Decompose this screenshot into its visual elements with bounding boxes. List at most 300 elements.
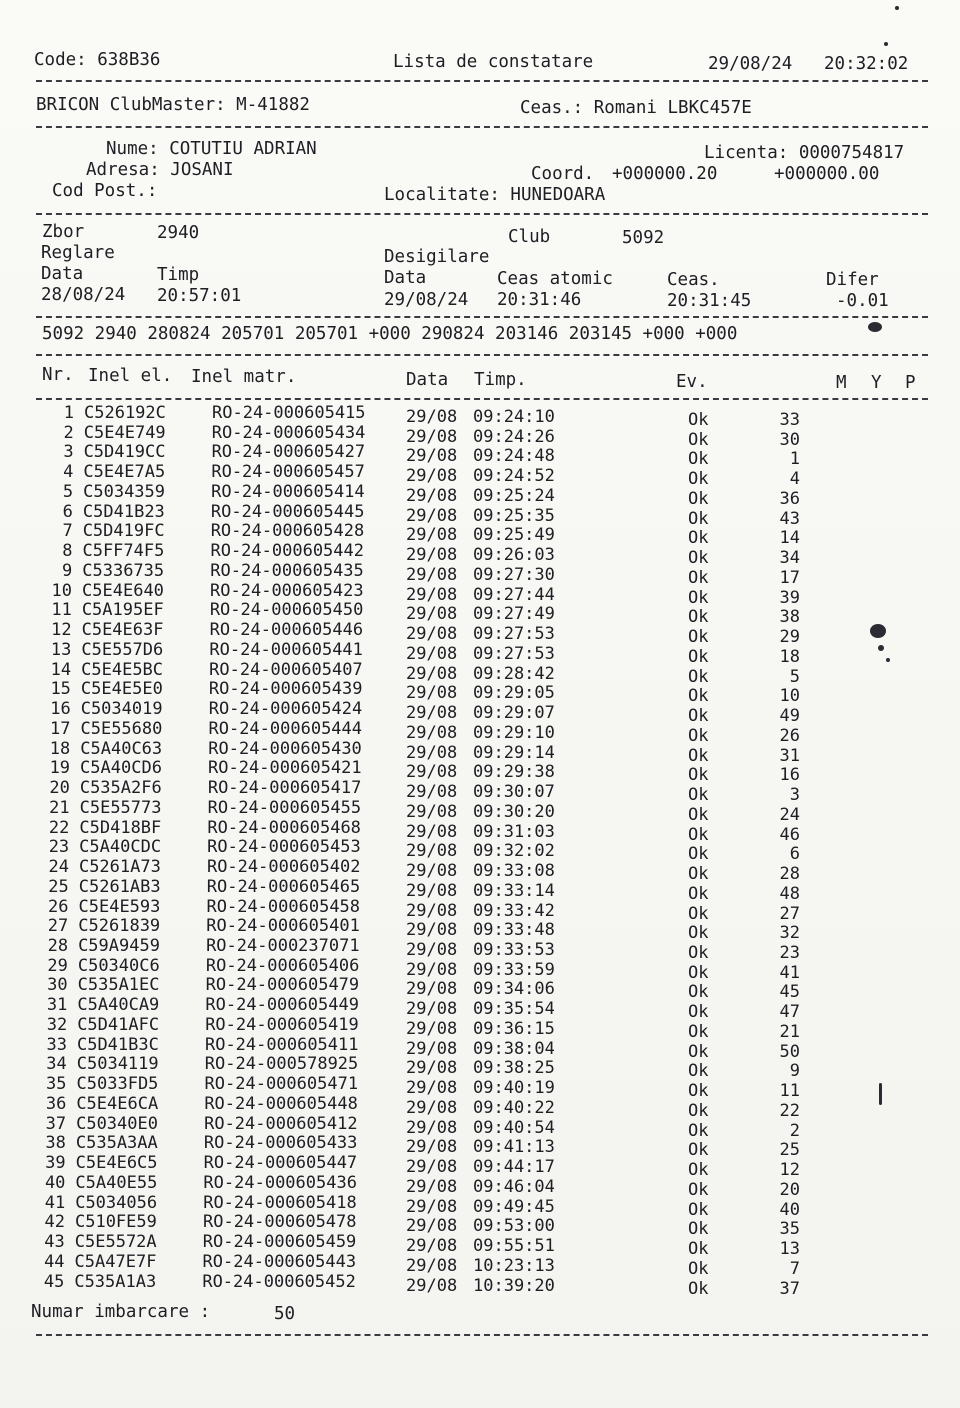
row-ring-matr: RO-24-000605441 <box>209 639 363 660</box>
row-ev: Ok <box>688 1219 709 1240</box>
table-row <box>0 1212 960 1240</box>
row-ev: Ok <box>688 508 709 529</box>
row-date: 29/08 <box>406 624 458 645</box>
row-ring-el: C5D418BF <box>79 817 162 838</box>
row-ring-el: C5E4E749 <box>83 422 166 443</box>
ink-speck <box>868 322 882 332</box>
row-time: 09:29:05 <box>473 683 555 704</box>
row-nr: 41 <box>44 1192 66 1213</box>
row-time: 09:33:59 <box>473 959 555 980</box>
row-ring-el: C5261AB3 <box>78 876 161 897</box>
table-row <box>0 560 960 588</box>
table-row <box>0 758 960 786</box>
row-ring-matr: RO-24-000605427 <box>211 442 366 463</box>
desig-date: 29/08/24 <box>384 290 469 310</box>
row-time: 09:24:48 <box>473 446 555 467</box>
row-ev: Ok <box>688 864 709 885</box>
row-ring-matr: RO-24-000605407 <box>209 659 363 680</box>
row-ev: Ok <box>688 1179 709 1200</box>
row-date: 29/08 <box>406 1038 458 1059</box>
row-ring-el: C5261839 <box>78 916 161 937</box>
row-time: 09:38:25 <box>473 1058 555 1079</box>
row-ring-matr: RO-24-000605411 <box>204 1034 359 1055</box>
row-ev: Ok <box>688 706 709 727</box>
row-nr: 24 <box>48 857 69 878</box>
table-row <box>0 699 960 727</box>
row-time: 09:35:54 <box>473 999 555 1020</box>
row-position: 10 <box>779 686 800 707</box>
row-nr: 5 <box>62 481 74 502</box>
row-ev: Ok <box>688 725 709 746</box>
row-date: 29/08 <box>406 545 458 566</box>
table-row <box>0 896 960 924</box>
row-time: 09:49:45 <box>473 1196 555 1217</box>
row-ring-el: C5E55680 <box>80 718 163 739</box>
row-position: 12 <box>779 1160 800 1181</box>
row-nr: 29 <box>47 955 68 976</box>
row-date: 29/08 <box>406 663 458 684</box>
row-ring-el: C59A9459 <box>78 935 160 956</box>
row-position: 47 <box>779 1002 800 1023</box>
clubmaster-text: BRICON ClubMaster: M-41882 <box>36 95 310 115</box>
row-ring-matr: RO-24-000605412 <box>204 1113 358 1134</box>
row-time: 09:24:52 <box>473 466 555 487</box>
row-ring-matr: RO-24-000605444 <box>208 718 363 739</box>
row-ring-el: C5034056 <box>75 1192 158 1213</box>
table-row <box>0 1014 960 1042</box>
row-time: 09:53:00 <box>473 1216 555 1237</box>
table-row <box>0 521 960 549</box>
row-position: 30 <box>779 429 800 450</box>
row-nr: 28 <box>47 935 69 956</box>
row-nr: 17 <box>50 718 71 739</box>
row-nr: 10 <box>51 580 73 601</box>
table-row <box>0 422 960 450</box>
desig-atomic-time: 20:31:46 <box>497 290 582 310</box>
row-ev: Ok <box>688 1041 709 1062</box>
row-ring-el: C5E55773 <box>79 797 162 818</box>
row-ring-el: C535A3AA <box>75 1133 158 1154</box>
table-row <box>0 679 960 707</box>
row-ring-matr: RO-24-000605415 <box>212 403 366 423</box>
row-ev: Ok <box>688 1100 709 1121</box>
ink-speck <box>895 6 899 10</box>
row-nr: 39 <box>45 1153 66 1174</box>
ceas-label: Ceas. <box>667 270 720 290</box>
row-nr: 30 <box>47 975 68 996</box>
row-time: 09:27:30 <box>473 564 555 585</box>
row-nr: 12 <box>51 620 72 641</box>
row-nr: 40 <box>44 1172 66 1193</box>
col-timp: Timp. <box>474 370 527 390</box>
row-time: 09:40:19 <box>473 1078 555 1099</box>
code-text: Code: 638B36 <box>34 50 161 70</box>
row-ring-el: C50340E0 <box>76 1113 158 1134</box>
row-date: 29/08 <box>406 979 458 1000</box>
code-line: 5092 2940 280824 205701 205701 +000 290824 203146 203145 +000 +000 <box>42 324 738 344</box>
row-ring-matr: RO-24-000605435 <box>210 560 364 581</box>
table-row <box>0 955 960 983</box>
row-nr: 43 <box>44 1232 65 1253</box>
table-row <box>0 639 960 667</box>
row-position: 28 <box>779 864 800 885</box>
row-position: 32 <box>779 923 800 944</box>
row-date: 29/08 <box>406 1236 458 1257</box>
table-row <box>0 481 960 509</box>
row-date: 29/08 <box>406 939 458 960</box>
row-date: 29/08 <box>406 1157 458 1178</box>
row-time: 09:30:20 <box>473 801 555 822</box>
club-label: Club <box>508 227 551 247</box>
row-nr: 7 <box>62 521 73 542</box>
row-date: 29/08 <box>406 959 458 980</box>
row-ring-el: C5E4E6CA <box>76 1093 159 1114</box>
row-ring-el: C5FF74F5 <box>82 541 165 562</box>
row-ring-el: C5261A73 <box>78 857 161 878</box>
table-row <box>0 975 960 1003</box>
col-y: Y <box>871 373 882 393</box>
col-nr: Nr. <box>42 365 74 385</box>
row-date: 29/08 <box>406 407 458 427</box>
row-date: 29/08 <box>406 466 458 487</box>
row-nr: 42 <box>44 1212 65 1233</box>
row-date: 29/08 <box>406 643 458 664</box>
row-position: 4 <box>789 469 800 490</box>
row-time: 09:29:07 <box>473 703 555 724</box>
row-date: 29/08 <box>406 861 458 882</box>
row-date: 29/08 <box>406 604 458 625</box>
table-row <box>0 1192 960 1220</box>
row-ring-matr: RO-24-000605430 <box>208 738 362 759</box>
row-ev: Ok <box>688 548 709 569</box>
club-value: 5092 <box>622 228 665 248</box>
row-date: 29/08 <box>406 880 458 901</box>
row-nr: 26 <box>48 896 69 917</box>
print-date: 29/08/24 <box>708 54 793 74</box>
row-position: 26 <box>779 725 800 746</box>
row-nr: 23 <box>48 837 70 858</box>
row-ring-el: C5A40CD6 <box>80 758 162 779</box>
row-date: 29/08 <box>406 426 458 447</box>
row-time: 09:29:10 <box>473 722 555 743</box>
row-nr: 27 <box>47 916 69 937</box>
row-ev: Ok <box>688 1140 709 1161</box>
reglare-timp-label: Timp <box>157 265 200 285</box>
row-date: 29/08 <box>406 841 458 862</box>
row-time: 09:27:44 <box>473 584 555 605</box>
row-ring-el: C5D41AFC <box>77 1014 160 1035</box>
row-ev: Ok <box>688 804 709 825</box>
row-ev: Ok <box>688 962 709 983</box>
row-nr: 4 <box>63 462 74 483</box>
table-row <box>0 1034 960 1062</box>
owner-address: Adresa: JOSANI <box>86 160 234 180</box>
coord-x: +000000.20 <box>612 164 718 184</box>
row-time: 09:31:03 <box>473 821 555 842</box>
row-date: 29/08 <box>406 1196 458 1217</box>
reglare-date: 28/08/24 <box>41 285 126 305</box>
table-row <box>0 1054 960 1082</box>
row-nr: 33 <box>46 1034 67 1055</box>
table-row <box>0 738 960 766</box>
row-ring-el: C5E4E5E0 <box>80 679 163 700</box>
row-date: 29/08 <box>406 584 458 605</box>
divider <box>36 398 928 400</box>
row-ring-el: C5E4E63F <box>81 620 164 641</box>
locality-text: Localitate: HUNEDOARA <box>384 185 606 205</box>
table-row <box>0 995 960 1023</box>
row-ring-el: C5D419CC <box>83 442 166 463</box>
row-time: 09:36:15 <box>473 1018 555 1039</box>
row-position: 14 <box>779 528 800 549</box>
row-ring-matr: RO-24-000605414 <box>211 481 365 502</box>
row-time: 09:29:14 <box>473 742 555 763</box>
ink-speck <box>878 645 884 651</box>
row-position: 48 <box>779 883 800 904</box>
row-ring-matr: RO-24-000605428 <box>210 521 365 542</box>
row-ring-el: C5E5572A <box>74 1232 157 1253</box>
row-time: 09:33:53 <box>473 939 555 960</box>
row-ring-el: C5336735 <box>82 560 165 581</box>
row-date: 29/08 <box>406 900 458 921</box>
row-ring-el: C5D41B3C <box>76 1034 159 1055</box>
row-ring-matr: RO-24-000605452 <box>202 1271 356 1292</box>
table-row <box>0 442 960 470</box>
row-date: 29/08 <box>406 742 458 763</box>
row-ring-matr: RO-24-000605447 <box>203 1153 358 1174</box>
row-ring-el: C526192C <box>84 403 166 423</box>
row-position: 3 <box>789 785 800 806</box>
row-ev: Ok <box>688 1239 709 1260</box>
row-time: 09:33:42 <box>473 900 555 921</box>
row-nr: 37 <box>45 1113 67 1134</box>
row-nr: 44 <box>44 1251 65 1272</box>
row-date: 29/08 <box>406 703 458 724</box>
row-position: 43 <box>779 508 800 529</box>
row-position: 16 <box>779 765 800 786</box>
row-date: 29/08 <box>406 1255 458 1276</box>
row-ring-matr: RO-24-000605459 <box>202 1232 357 1253</box>
row-date: 29/08 <box>406 1137 458 1158</box>
row-ring-matr: RO-24-000605433 <box>203 1133 358 1154</box>
col-p: P <box>905 373 916 393</box>
reglare-time: 20:57:01 <box>157 286 242 306</box>
row-ring-matr: RO-24-000605443 <box>202 1251 357 1272</box>
row-time: 09:27:49 <box>473 604 555 625</box>
table-row <box>0 1074 960 1102</box>
row-position: 34 <box>779 548 800 569</box>
table-row <box>0 620 960 648</box>
row-date: 29/08 <box>406 821 458 842</box>
row-nr: 6 <box>62 501 73 522</box>
col-data: Data <box>406 370 449 390</box>
row-time: 09:30:07 <box>473 782 555 803</box>
row-position: 17 <box>779 567 800 588</box>
ceas-atomic-label: Ceas atomic <box>497 269 613 289</box>
row-nr: 34 <box>46 1054 67 1075</box>
row-ring-el: C5034019 <box>80 699 163 720</box>
table-row <box>0 857 960 885</box>
ink-speck <box>879 1083 882 1105</box>
row-ring-el: C535A2F6 <box>79 778 162 799</box>
row-ev: Ok <box>688 923 709 944</box>
footer-value: 50 <box>274 1304 296 1324</box>
row-ev: Ok <box>688 587 709 608</box>
row-ring-matr: RO-24-000605419 <box>205 1014 359 1035</box>
row-ev: Ok <box>688 942 709 963</box>
table-row <box>0 916 960 944</box>
row-ring-matr: RO-24-000605402 <box>206 857 361 878</box>
row-nr: 14 <box>50 659 72 680</box>
table-row <box>0 876 960 904</box>
row-ev: Ok <box>688 567 709 588</box>
row-time: 09:32:02 <box>473 841 555 862</box>
row-date: 29/08 <box>406 683 458 704</box>
row-nr: 18 <box>49 738 71 759</box>
table-row <box>0 778 960 806</box>
row-ev: Ok <box>688 488 709 509</box>
divider <box>36 213 928 215</box>
row-position: 13 <box>779 1239 800 1260</box>
row-date: 29/08 <box>406 446 458 467</box>
row-position: 49 <box>779 706 800 727</box>
row-nr: 19 <box>49 758 71 779</box>
row-position: 23 <box>779 942 800 963</box>
row-time: 09:29:38 <box>473 762 555 783</box>
row-date: 29/08 <box>406 1018 458 1039</box>
row-ring-matr: RO-24-000605448 <box>204 1093 358 1114</box>
ink-speck <box>884 42 888 46</box>
clock-id-text: Ceas.: Romani LBKC457E <box>520 98 752 118</box>
row-ring-el: C5D41B23 <box>82 501 165 522</box>
row-ev: Ok <box>688 449 709 470</box>
table-row <box>0 935 960 963</box>
row-time: 09:55:51 <box>473 1236 555 1257</box>
row-date: 29/08 <box>406 505 458 526</box>
row-ev: Ok <box>688 410 709 430</box>
row-ring-matr: RO-24-000605458 <box>206 896 361 917</box>
row-date: 29/08 <box>406 722 458 743</box>
row-ring-el: C5E4E640 <box>82 580 164 601</box>
row-ring-el: C5E4E593 <box>78 896 161 917</box>
row-date: 29/08 <box>406 485 458 506</box>
row-ring-el: C5E4E5BC <box>81 659 164 680</box>
table-row <box>0 600 960 628</box>
row-time: 09:34:06 <box>473 979 555 1000</box>
row-nr: 25 <box>48 876 69 897</box>
row-position: 37 <box>779 1278 800 1299</box>
row-time: 09:24:10 <box>473 407 555 427</box>
row-nr: 16 <box>50 699 71 720</box>
row-ev: Ok <box>688 1061 709 1082</box>
row-ring-matr: RO-24-000605455 <box>207 797 362 818</box>
row-ev: Ok <box>688 607 709 628</box>
row-date: 29/08 <box>406 564 458 585</box>
col-ev: Ev. <box>676 372 708 392</box>
table-row <box>0 1113 960 1141</box>
row-ev: Ok <box>688 646 709 667</box>
row-time: 09:26:03 <box>473 545 555 566</box>
row-nr: 9 <box>62 560 73 581</box>
row-position: 18 <box>779 646 800 667</box>
row-ring-el: C50340C6 <box>77 955 160 976</box>
row-position: 2 <box>789 1120 800 1141</box>
table-row <box>0 817 960 845</box>
row-position: 39 <box>779 587 800 608</box>
row-time: 10:23:13 <box>473 1255 555 1276</box>
row-ring-matr: RO-24-000605421 <box>208 758 362 779</box>
row-position: 11 <box>779 1081 800 1102</box>
row-nr: 3 <box>63 442 74 463</box>
row-position: 41 <box>779 962 800 983</box>
row-ring-el: C5A40CDC <box>79 837 162 858</box>
row-ring-el: C5E4E6C5 <box>75 1153 158 1174</box>
row-date: 29/08 <box>406 1176 458 1197</box>
row-time: 09:27:53 <box>473 624 555 645</box>
owner-name: Nume: COTUTIU ADRIAN <box>106 139 317 159</box>
row-ring-matr: RO-24-000237071 <box>206 935 360 956</box>
print-time: 20:32:02 <box>824 54 909 74</box>
row-ring-matr: RO-24-000605424 <box>208 699 363 720</box>
row-ev: Ok <box>688 1258 709 1279</box>
row-ring-matr: RO-24-000605457 <box>211 462 365 483</box>
table-row <box>0 797 960 825</box>
row-ring-el: C5A40CA9 <box>77 995 160 1016</box>
row-position: 45 <box>779 982 800 1003</box>
table-row <box>0 501 960 529</box>
row-time: 09:25:24 <box>473 485 555 506</box>
row-position: 38 <box>779 607 800 628</box>
row-date: 29/08 <box>406 801 458 822</box>
row-time: 09:28:42 <box>473 663 555 684</box>
divider <box>36 1334 928 1336</box>
row-nr: 36 <box>45 1093 67 1114</box>
row-ev: Ok <box>688 745 709 766</box>
table-row <box>0 1232 960 1260</box>
row-date: 29/08 <box>406 762 458 783</box>
row-time: 09:33:14 <box>473 880 555 901</box>
row-ring-matr: RO-24-000605446 <box>209 620 364 641</box>
row-nr: 32 <box>46 1014 68 1035</box>
row-ev: Ok <box>688 686 709 707</box>
table-row <box>0 403 960 430</box>
row-ring-matr: RO-24-000605465 <box>206 876 361 897</box>
row-ev: Ok <box>688 982 709 1003</box>
reglare-label: Reglare <box>41 243 115 263</box>
table-row <box>0 462 960 490</box>
row-ev: Ok <box>688 785 709 806</box>
row-ev: Ok <box>688 1002 709 1023</box>
row-time: 09:25:49 <box>473 525 555 546</box>
row-time: 09:40:54 <box>473 1117 555 1138</box>
row-time: 09:44:17 <box>473 1157 555 1178</box>
table-row <box>0 541 960 569</box>
row-position: 22 <box>779 1100 800 1121</box>
row-time: 09:46:04 <box>473 1176 555 1197</box>
row-ring-matr: RO-24-000605445 <box>210 501 365 522</box>
row-position: 6 <box>789 844 800 865</box>
row-date: 29/08 <box>406 999 458 1020</box>
row-nr: 21 <box>49 797 70 818</box>
row-nr: 45 <box>43 1271 65 1292</box>
row-ev: Ok <box>688 666 709 687</box>
divider <box>36 126 928 128</box>
row-nr: 13 <box>50 639 72 660</box>
license-text: Licenta: 0000754817 <box>704 143 905 163</box>
row-position: 7 <box>789 1258 800 1279</box>
row-ring-el: C5E4E7A5 <box>83 462 166 483</box>
row-ev: Ok <box>688 1021 709 1042</box>
